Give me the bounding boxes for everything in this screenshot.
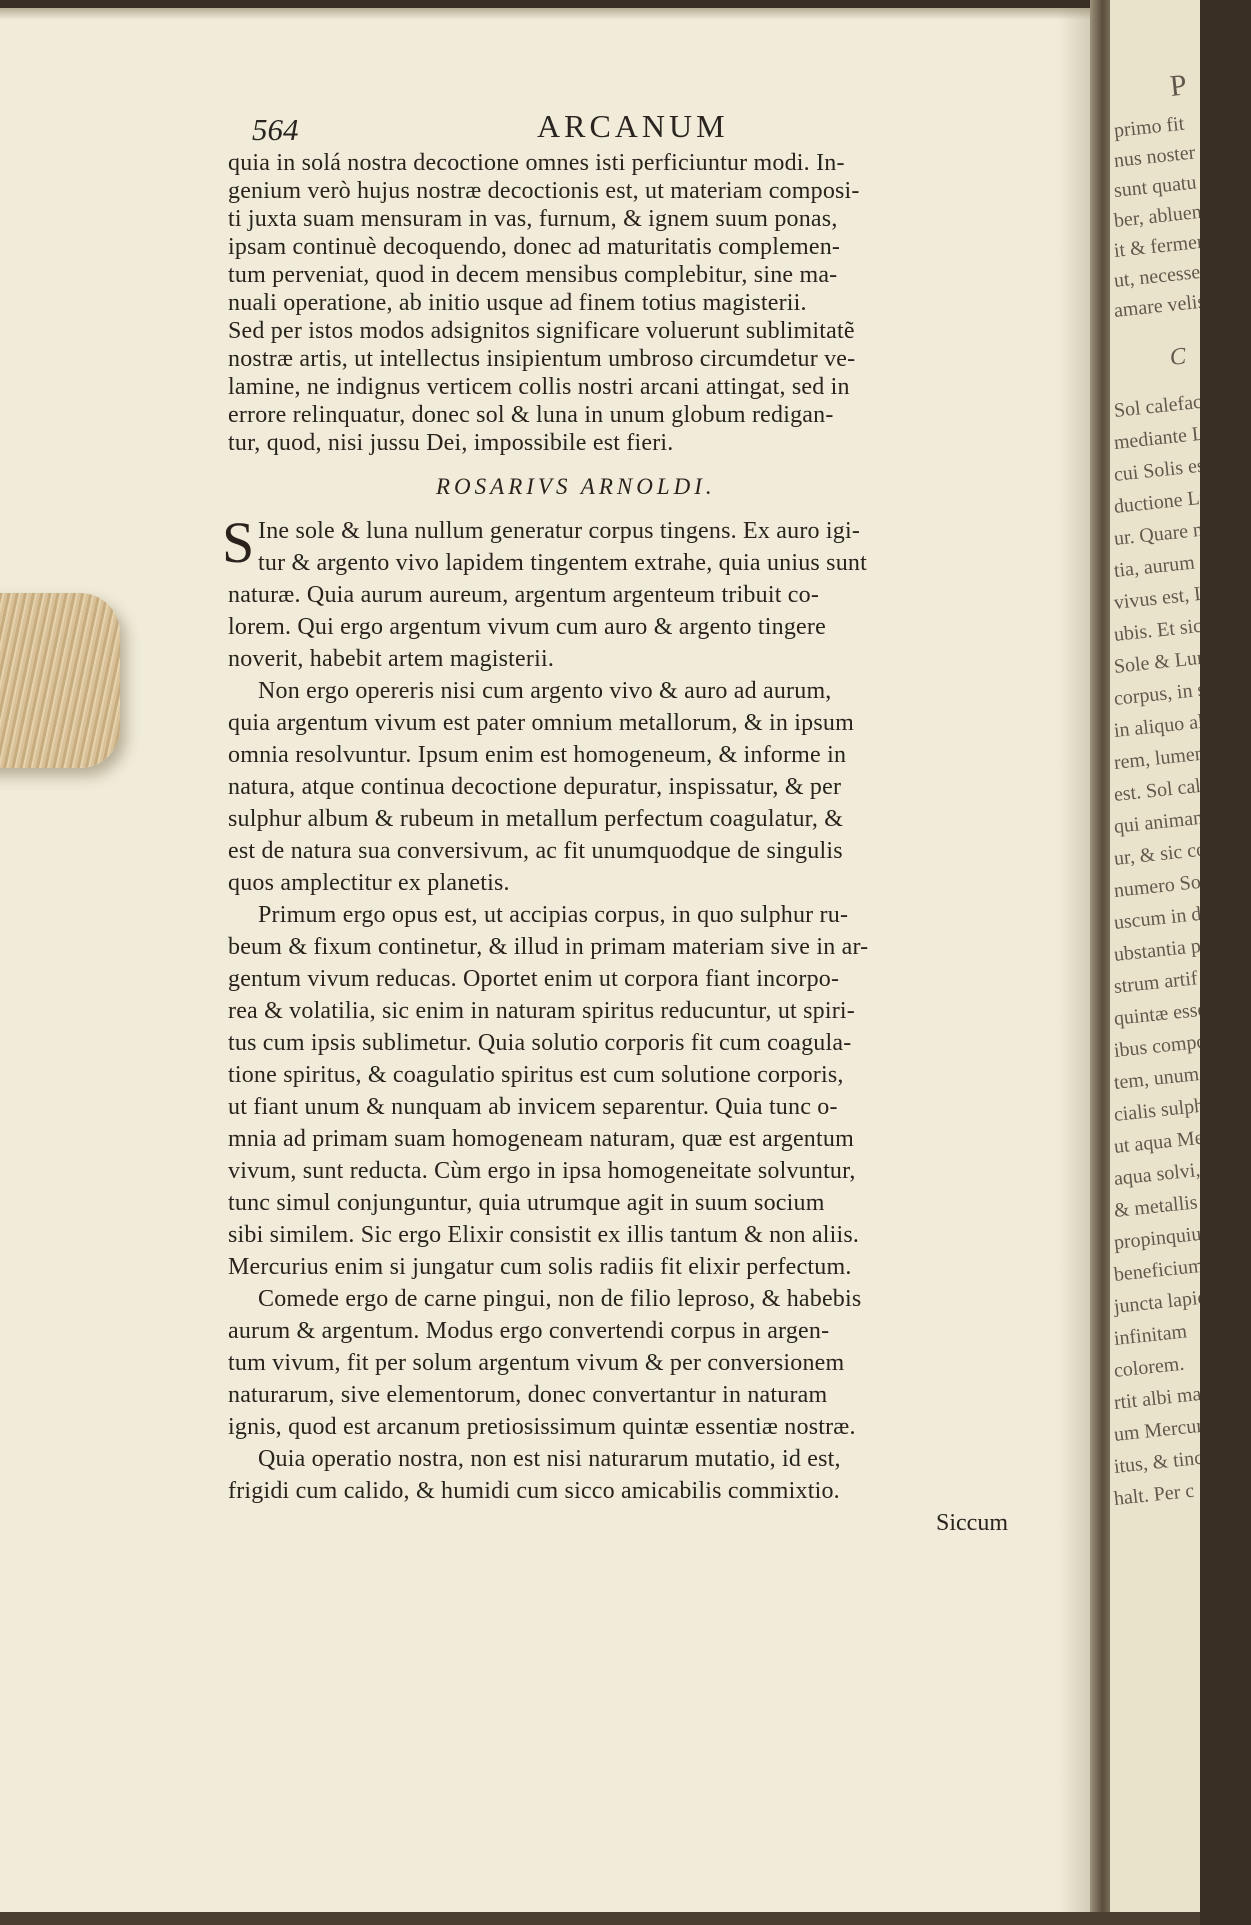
facing-text-fragment: est. Sol calidu (1112, 772, 1228, 806)
text-line: quos amplectitur ex planetis. (228, 870, 510, 896)
facing-text-fragment: amare velis. (1112, 289, 1212, 322)
facing-text-fragment: it & fermentu (1112, 228, 1224, 262)
page-number: 564 (252, 112, 299, 147)
drop-cap: S (222, 510, 255, 575)
text-line: naturæ. Quia aurum aureum, argentum argenteum tribuit co- (228, 582, 820, 608)
facing-text-fragment: nus noster c (1112, 140, 1211, 172)
text-line: nostræ artis, ut intellectus insipientum umbroso circumdetur ve- (228, 346, 856, 372)
facing-page (1110, 0, 1251, 1925)
text-line: gentum vivum reducas. Oportet enim ut corpora fiant incorpo- (228, 966, 840, 992)
text-line: omnia resolvuntur. Ipsum enim est homogeneum, & informe in (228, 742, 847, 768)
facing-text-fragment: in aliquo ali (1112, 710, 1211, 742)
facing-text-fragment: rem, lumen (1112, 742, 1206, 774)
facing-text-fragment: ubstantia propria (1112, 929, 1250, 966)
facing-text-fragment: ur. Quare ne (1112, 517, 1213, 550)
facing-text-fragment: tem, unum no (1112, 1060, 1226, 1094)
facing-text-fragment: sunt quatu (1112, 171, 1198, 202)
facing-heading: C (1168, 343, 1188, 371)
facing-text-fragment: primo fit (1112, 112, 1186, 142)
text-line: frigidi cum calido, & humidi cum sicco amicabilis commixtio. (228, 1478, 840, 1504)
facing-text-fragment: mediante Lun (1112, 420, 1226, 454)
facing-text-fragment: ur, & sic comr (1112, 836, 1230, 870)
catchword: Siccum (936, 1510, 1008, 1536)
facing-text-fragment: ut, necesse est (1112, 258, 1229, 292)
facing-text-fragment: ibus composi (1112, 1028, 1221, 1062)
text-line: est de natura sua conversivum, ac fit unumquodque de singulis (228, 838, 843, 864)
facing-text-fragment: tia, aurum & vi (1112, 547, 1237, 582)
facing-text-fragment: Sole & Luna. (1112, 644, 1222, 678)
facing-text-fragment: uscum in deco (1112, 899, 1230, 934)
facing-text-fragment: numero Sol (1112, 870, 1208, 902)
facing-text-fragment: Sol calefacit te (1112, 387, 1234, 422)
facing-text-fragment: infinitam (1112, 1320, 1189, 1350)
facing-page-mark: P (1168, 68, 1189, 103)
facing-text-fragment: ber, abluen (1112, 200, 1203, 232)
text-line: aurum & argentum. Modus ergo convertendi corpus in argen- (228, 1318, 830, 1344)
section-heading: ROSARIVS ARNOLDI. (436, 474, 716, 499)
facing-text-fragment: beneficium (1112, 1254, 1205, 1286)
facing-text-fragment: ductione Luna, (1112, 483, 1235, 518)
facing-text-fragment: colorem. (1112, 1352, 1186, 1382)
text-line: genium verò hujus nostræ decoctionis est, ut materiam composi- (228, 178, 860, 204)
facing-text-fragment: itus, & tinct (1112, 1446, 1210, 1478)
text-line: quia in solá nostra decoctione omnes isti perficiuntur modi. In- (228, 150, 845, 176)
text-line: tunc simul conjunguntur, quia utrumque agit in suum socium (228, 1190, 825, 1216)
facing-text-fragment: cui Solis est rece (1112, 449, 1250, 486)
facing-text-fragment: propinquius est (1112, 1219, 1238, 1254)
text-line: errore relinquatur, donec sol & luna in unum globum redigan- (228, 402, 834, 428)
text-line: ti juxta suam mensuram in vas, furnum, & ignem suum ponas, (228, 206, 838, 232)
facing-text-fragment: quintæ essenti (1112, 996, 1229, 1030)
facing-text-fragment: aqua solvi, (1112, 1159, 1202, 1190)
text-line: lorem. Qui ergo argentum vivum cum auro & argento tingere (228, 614, 826, 640)
facing-text-fragment: rtit albi ma (1112, 1382, 1203, 1414)
page-header (252, 108, 1052, 148)
facing-text-fragment: strum artif (1112, 967, 1199, 998)
text-line: natura, atque continua decoctione depuratur, inspissatur, & per (228, 774, 842, 800)
text-line: sulphur album & rubeum in metallum perfectum coagulatur, & (228, 806, 844, 832)
brush-bristles (0, 593, 120, 768)
text-line: rea & volatilia, sic enim in naturam spiritus reducuntur, ut spiri- (228, 998, 855, 1024)
facing-text-fragment: halt. Per c (1112, 1479, 1196, 1510)
book-page (0, 8, 1108, 1916)
facing-text-fragment: ubis. Et sic ne (1112, 612, 1227, 646)
text-line: mnia ad primam suam homogeneam naturam, quæ est argentum (228, 1126, 854, 1152)
page-top-shadow (0, 8, 1108, 20)
text-line: Sed per istos modos adsignitos significare voluerunt sublimitatẽ (228, 318, 855, 344)
text-line: sibi similem. Sic ergo Elixir consistit ex illis tantum & non aliis. (228, 1222, 860, 1248)
running-head: ARCANUM (537, 108, 729, 144)
text-line: Primum ergo opus est, ut accipias corpus, in quo sulphur ru- (258, 902, 849, 928)
text-line: beum & fixum continetur, & illud in primam materiam sive in ar- (228, 934, 869, 960)
text-line: tus cum ipsis sublimetur. Quia solutio corporis fit cum coagula- (228, 1030, 852, 1056)
book-bottom-edge (0, 1912, 1200, 1925)
facing-text-fragment: qui animam a Sc (1112, 802, 1249, 838)
text-line: tur, quod, nisi jussu Dei, impossibile est fieri. (228, 430, 674, 456)
text-line: Ine sole & luna nullum generatur corpus tingens. Ex auro igi- (258, 518, 861, 544)
text-line: ignis, quod est arcanum pretiosissimum quintæ essentiæ nostræ. (228, 1414, 856, 1440)
text-line: tum vivum, fit per solum argentum vivum & per conversionem (228, 1350, 845, 1376)
text-line: tur & argento vivo lapidem tingentem extrahe, quia unius sunt (258, 550, 867, 576)
facing-text-fragment: vivus est, Luna n (1112, 577, 1251, 614)
text-line: Mercurius enim si jungatur cum solis radiis fit elixir perfectum. (228, 1254, 852, 1280)
text-line: vivum, sunt reducta. Cùm ergo in ipsa homogeneitate solvuntur, (228, 1158, 856, 1184)
text-line: Quia operatio nostra, non est nisi naturarum mutatio, id est, (258, 1446, 841, 1472)
text-line: ut fiant unum & nunquam ab invicem separentur. Quia tunc o- (228, 1094, 838, 1120)
text-line: Comede ergo de carne pingui, non de filio leproso, & habebis (258, 1286, 862, 1312)
facing-text-fragment: cialis sulphur (1112, 1092, 1222, 1126)
facing-text-fragment: um Mercuri (1112, 1414, 1210, 1446)
text-line: lamine, ne indignus verticem collis nostri arcani attingat, sed in (228, 374, 850, 400)
text-line: tum perveniat, quod in decem mensibus complebitur, sine ma- (228, 262, 838, 288)
text-line: naturarum, sive elementorum, donec convertantur in naturam (228, 1382, 828, 1408)
text-line: quia argentum vivum est pater omnium metallorum, & in ipsum (228, 710, 854, 736)
text-line: ipsam continuè decoquendo, donec ad maturitatis complemen- (228, 234, 841, 260)
text-line: nuali operatione, ab initio usque ad finem totius magisterii. (228, 290, 807, 316)
facing-text-fragment: ut aqua Mercuri (1112, 1122, 1243, 1158)
facing-text-fragment: corpus, in soror (1112, 674, 1240, 710)
text-line: tione spiritus, & coagulatio spiritus est cum solutione corporis, (228, 1062, 844, 1088)
facing-text-fragment: juncta lapid (1112, 1286, 1209, 1318)
text-line: Non ergo opereris nisi cum argento vivo & auro ad aurum, (258, 678, 832, 704)
text-line: noverit, habebit artem magisterii. (228, 646, 555, 672)
facing-text-fragment: & metallis eri (1112, 1188, 1225, 1222)
